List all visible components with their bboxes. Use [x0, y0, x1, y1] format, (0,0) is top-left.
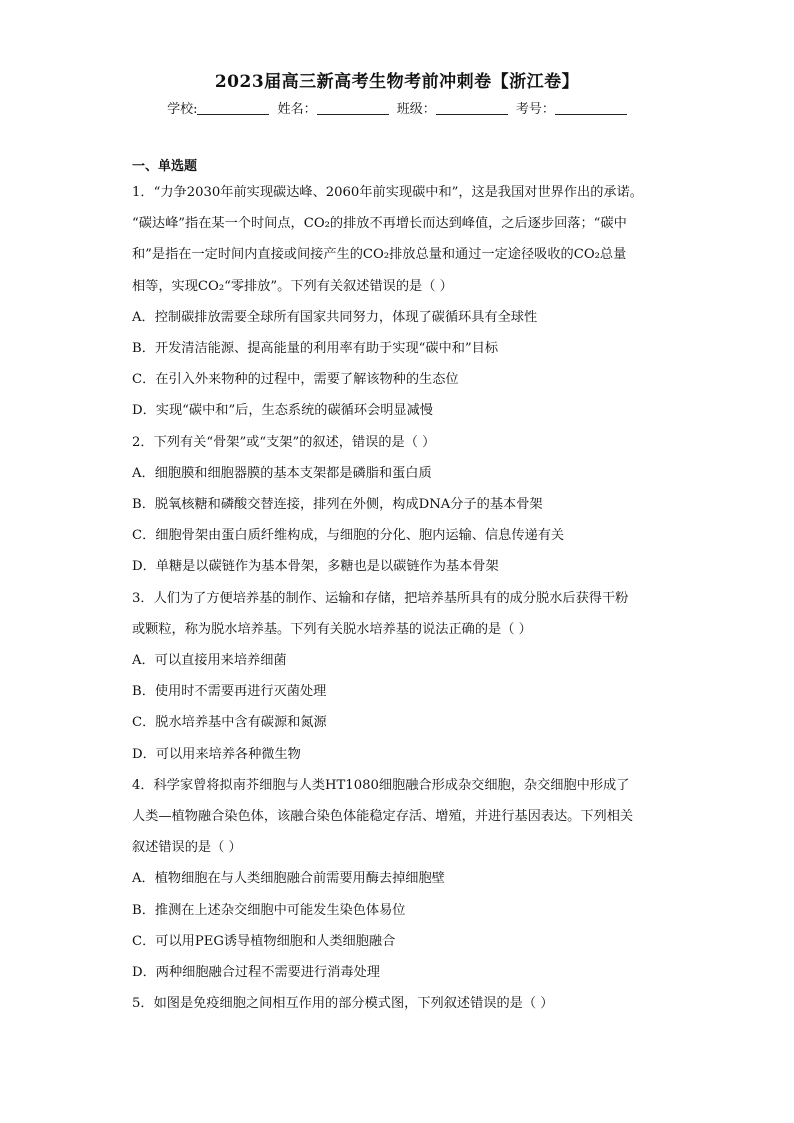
option-b[interactable]: B．推测在上述杂交细胞中可能发生染色体易位	[132, 902, 406, 918]
name-label: 姓名：	[277, 102, 317, 117]
section-title: 一、单选题	[132, 159, 198, 174]
name-blank[interactable]	[317, 100, 389, 115]
option-d[interactable]: D．单糖是以碳链作为基本骨架，多糖也是以碳链作为基本骨架	[132, 559, 499, 575]
question-line: 相等，实现CO₂“零排放”。下列有关叙述错误的是（ ）	[132, 278, 453, 294]
question-line: 4．科学家曾将拟南芥细胞与人类HT1080细胞融合形成杂交细胞，杂交细胞中形成了	[132, 777, 630, 793]
question-4	[132, 770, 662, 988]
exam-number-blank[interactable]	[555, 100, 627, 115]
question-line: 人类—植物融合染色体，该融合染色体能稳定存活、增殖，并进行基因表达。下列相关	[132, 809, 634, 825]
question-line: 5．如图是免疫细胞之间相互作用的部分模式图，下列叙述错误的是（ ）	[132, 996, 554, 1012]
option-c[interactable]: C．在引入外来物种的过程中，需要了解该物种的生态位	[132, 372, 459, 388]
option-c[interactable]: C．可以用PEG诱导植物细胞和人类细胞融合	[132, 933, 396, 949]
option-d[interactable]: D．两种细胞融合过程不需要进行消毒处理	[132, 965, 380, 981]
option-c[interactable]: C．脱水培养基中含有碳源和氮源	[132, 715, 327, 731]
question-5	[132, 988, 662, 1019]
question-line: “碳达峰”指在某一个时间点，CO₂的排放不再增长而达到峰值，之后逐步回落；“碳中	[132, 216, 627, 232]
student-info-line	[132, 100, 662, 120]
question-line: 或颗粒，称为脱水培养基。下列有关脱水培养基的说法正确的是（ ）	[132, 621, 532, 637]
school-blank[interactable]	[197, 100, 269, 115]
question-line: 2．下列有关“骨架”或“支架”的叙述，错误的是（ ）	[132, 434, 436, 450]
option-a[interactable]: A．细胞膜和细胞器膜的基本支架都是磷脂和蛋白质	[132, 465, 432, 481]
exam-number-field	[516, 100, 627, 120]
option-a[interactable]: A．可以直接用来培养细菌	[132, 653, 287, 669]
question-line: 1．“力争2030年前实现碳达峰、2060年前实现碳中和”，这是我国对世界作出的承诺。	[132, 185, 643, 200]
option-a[interactable]: A．植物细胞在与人类细胞融合前需要用酶去掉细胞壁	[132, 871, 445, 887]
class-blank[interactable]	[436, 100, 508, 115]
option-b[interactable]: B．脱氧核糖和磷酸交替连接，排列在外侧，构成DNA分子的基本骨架	[132, 497, 543, 513]
class-field	[397, 100, 508, 120]
option-b[interactable]: B．使用时不需要再进行灭菌处理	[132, 684, 327, 700]
option-b[interactable]: B．开发清洁能源、提高能量的利用率有助于实现“碳中和”目标	[132, 341, 499, 357]
option-c[interactable]: C．细胞骨架由蛋白质纤维构成，与细胞的分化、胞内运输、信息传递有关	[132, 528, 565, 544]
exam-title: 2023届高三新高考生物考前冲刺卷【浙江卷】	[214, 72, 580, 92]
exam-number-label: 考号：	[515, 102, 555, 117]
name-field	[278, 100, 389, 120]
question-line: 叙述错误的是（ ）	[132, 840, 242, 856]
school-field	[167, 100, 269, 120]
question-1	[132, 177, 662, 427]
option-a[interactable]: A．控制碳排放需要全球所有国家共同努力，体现了碳循环具有全球性	[132, 309, 538, 325]
school-label: 学校:	[167, 102, 198, 117]
question-3	[132, 583, 662, 770]
question-line: 和”是指在一定时间内直接或间接产生的CO₂排放总量和通过一定途径吸收的CO₂总量	[132, 247, 627, 263]
question-line: 3．人们为了方便培养基的制作、运输和存储，把培养基所具有的成分脱水后获得干粉	[132, 590, 629, 606]
option-d[interactable]: D．可以用来培养各种微生物	[132, 746, 301, 762]
class-label: 班级：	[396, 102, 436, 117]
option-d[interactable]: D．实现“碳中和”后，生态系统的碳循环会明显减慢	[132, 403, 433, 419]
question-2	[132, 427, 662, 583]
